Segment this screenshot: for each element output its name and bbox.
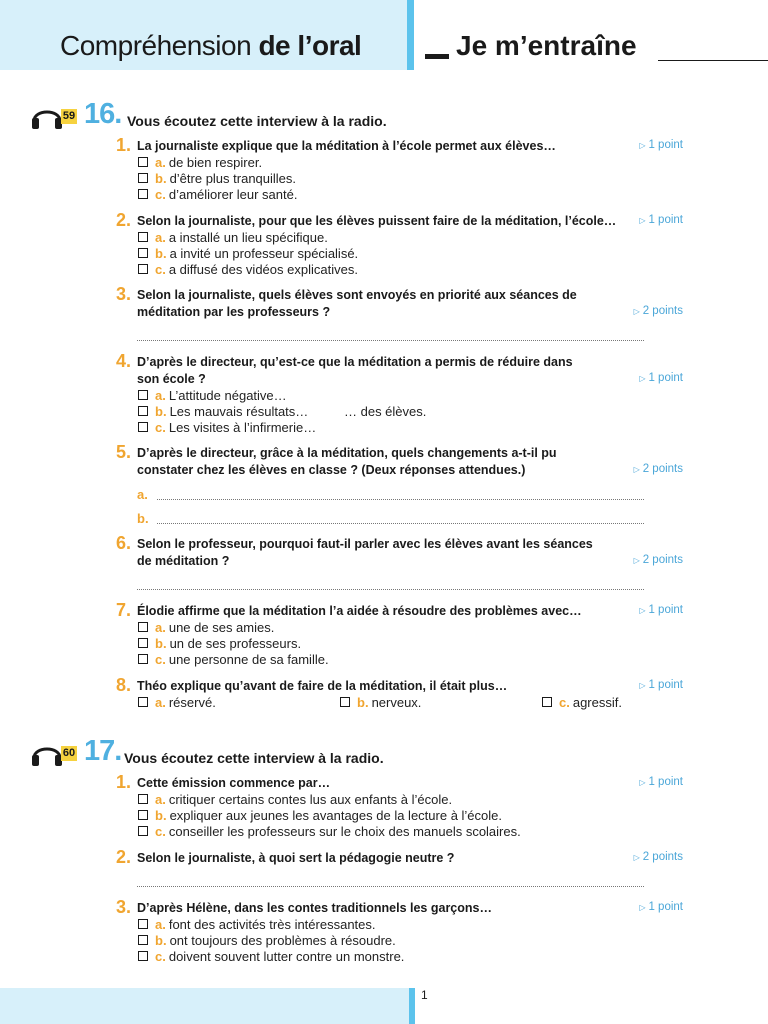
question-text-continued: de méditation ? (137, 554, 230, 568)
triangle-icon: ▷ (639, 903, 646, 912)
checkbox-icon[interactable] (138, 951, 148, 961)
question-text: La journaliste explique que la méditation à l’école permet aux élèves… (137, 139, 556, 153)
points-label: ▷ 1 point (639, 139, 683, 151)
answer-option[interactable]: a. critiquer certains contes lus aux enfants à l’école. (138, 792, 452, 807)
checkbox-icon[interactable] (138, 919, 148, 929)
exercise-instruction: Vous écoutez cette interview à la radio. (127, 113, 387, 129)
exercise-number: 17. (84, 735, 122, 767)
question-text: Théo explique qu’avant de faire de la méditation, il était plus… (137, 679, 508, 693)
question-text: Selon la journaliste, quels élèves sont envoyés en priorité aux séances de (137, 288, 577, 302)
triangle-icon: ▷ (639, 374, 646, 383)
points-label: ▷ 1 point (639, 776, 683, 788)
headphones-icon (30, 740, 64, 768)
checkbox-icon[interactable] (138, 264, 148, 274)
header-rule (658, 60, 768, 61)
checkbox-icon[interactable] (138, 173, 148, 183)
checkbox-icon[interactable] (138, 232, 148, 242)
answer-option[interactable]: b. nerveux. (340, 695, 421, 710)
track-number: 60 (62, 747, 76, 759)
answer-option[interactable]: c. Les visites à l’infirmerie… (138, 420, 316, 435)
checkbox-icon[interactable] (138, 697, 148, 707)
checkbox-icon[interactable] (138, 157, 148, 167)
triangle-icon: ▷ (639, 141, 646, 150)
answer-option[interactable]: b. expliquer aux jeunes les avantages de la lecture à l’école. (138, 808, 502, 823)
checkbox-icon[interactable] (138, 248, 148, 258)
points-label: ▷ 1 point (639, 372, 683, 384)
question-number: 2. (116, 847, 132, 867)
checkbox-icon[interactable] (138, 826, 148, 836)
answer-line[interactable] (137, 340, 644, 341)
checkbox-icon[interactable] (138, 638, 148, 648)
question-number: 3. (116, 284, 132, 304)
answer-option[interactable]: c. doivent souvent lutter contre un monstre. (138, 949, 404, 964)
points-label: ▷ 1 point (639, 679, 683, 691)
triangle-icon: ▷ (639, 216, 646, 225)
exercise-number: 16. (84, 98, 122, 130)
answer-option[interactable]: a. font des activités très intéressantes. (138, 917, 376, 932)
question-number: 1. (116, 135, 132, 155)
answer-option[interactable]: c. a diffusé des vidéos explicatives. (138, 262, 358, 277)
question-text: D’après Hélène, dans les contes traditionnels les garçons… (137, 901, 492, 915)
triangle-icon: ▷ (633, 556, 640, 565)
answer-option[interactable]: a. une de ses amies. (138, 620, 274, 635)
track-number: 59 (62, 110, 76, 122)
checkbox-icon[interactable] (138, 390, 148, 400)
checkbox-icon[interactable] (542, 697, 552, 707)
checkbox-icon[interactable] (138, 654, 148, 664)
question-text: Selon le journaliste, à quoi sert la pédagogie neutre ? (137, 851, 455, 865)
answer-option[interactable]: a. réservé. (138, 695, 216, 710)
question-text: Cette émission commence par… (137, 776, 331, 790)
points-label: ▷ 1 point (639, 214, 683, 226)
header-accent-bar (407, 0, 414, 70)
answer-option[interactable]: a. a installé un lieu spécifique. (138, 230, 328, 245)
answer-line[interactable] (157, 499, 644, 500)
question-number: 8. (116, 675, 132, 695)
points-label: ▷ 2 points (633, 851, 683, 863)
option-suffix: … des élèves. (344, 404, 427, 419)
checkbox-icon[interactable] (138, 935, 148, 945)
answer-option[interactable]: b. Les mauvais résultats… (138, 404, 308, 419)
answer-option[interactable]: c. agressif. (542, 695, 622, 710)
question-text: Élodie affirme que la méditation l’a aidée à résoudre des problèmes avec… (137, 604, 582, 618)
question-number: 7. (116, 600, 132, 620)
headphones-icon (30, 103, 64, 131)
answer-option[interactable]: c. conseiller les professeurs sur le choix des manuels scolaires. (138, 824, 521, 839)
checkbox-icon[interactable] (138, 189, 148, 199)
section-title: Compréhension de l’oral (60, 30, 362, 61)
triangle-icon: ▷ (639, 606, 646, 615)
triangle-icon: ▷ (633, 853, 640, 862)
answer-option[interactable]: b. d’être plus tranquilles. (138, 171, 296, 186)
points-label: ▷ 1 point (639, 604, 683, 616)
question-number: 2. (116, 210, 132, 230)
points-label: ▷ 1 point (639, 901, 683, 913)
question-text-continued: méditation par les professeurs ? (137, 305, 331, 319)
triangle-icon: ▷ (633, 465, 640, 474)
exercise-instruction: Vous écoutez cette interview à la radio. (124, 750, 384, 766)
triangle-icon: ▷ (639, 778, 646, 787)
answer-line[interactable] (137, 589, 644, 590)
answer-option[interactable]: c. d’améliorer leur santé. (138, 187, 297, 202)
question-text: Selon la journaliste, pour que les élèves puissent faire de la méditation, l’école… (137, 214, 617, 228)
checkbox-icon[interactable] (340, 697, 350, 707)
checkbox-icon[interactable] (138, 794, 148, 804)
question-text: D’après le directeur, qu’est-ce que la méditation a permis de réduire dans (137, 355, 573, 369)
page-number: 1 (421, 988, 428, 1002)
question-number: 3. (116, 897, 132, 917)
question-text: D’après le directeur, grâce à la méditation, quels changements a-t-il pu (137, 446, 557, 460)
checkbox-icon[interactable] (138, 422, 148, 432)
answer-option[interactable]: b. a invité un professeur spécialisé. (138, 246, 358, 261)
answer-line[interactable] (137, 886, 644, 887)
triangle-icon: ▷ (639, 681, 646, 690)
question-number: 6. (116, 533, 132, 553)
blank-label: b. (137, 511, 149, 526)
points-label: ▷ 2 points (633, 305, 683, 317)
blank-label: a. (137, 487, 148, 502)
footer-accent-bar (409, 988, 415, 1024)
answer-line[interactable] (157, 523, 644, 524)
question-number: 4. (116, 351, 132, 371)
answer-option[interactable]: b. un de ses professeurs. (138, 636, 301, 651)
header-dash (425, 54, 449, 59)
question-number: 5. (116, 442, 132, 462)
triangle-icon: ▷ (633, 307, 640, 316)
answer-option[interactable]: b. ont toujours des problèmes à résoudre. (138, 933, 396, 948)
question-text-continued: constater chez les élèves en classe ? (Deux réponses attendues.) (137, 463, 526, 477)
points-label: ▷ 2 points (633, 463, 683, 475)
answer-option[interactable]: c. une personne de sa famille. (138, 652, 329, 667)
checkbox-icon[interactable] (138, 622, 148, 632)
answer-option[interactable]: a. L’attitude négative… (138, 388, 287, 403)
checkbox-icon[interactable] (138, 406, 148, 416)
question-number: 1. (116, 772, 132, 792)
question-text-continued: son école ? (137, 372, 206, 386)
question-text: Selon le professeur, pourquoi faut-il parler avec les élèves avant les séances (137, 537, 593, 551)
page-subtitle: Je m’entraîne (456, 30, 637, 61)
footer-background (0, 988, 409, 1024)
checkbox-icon[interactable] (138, 810, 148, 820)
answer-option[interactable]: a. de bien respirer. (138, 155, 262, 170)
points-label: ▷ 2 points (633, 554, 683, 566)
